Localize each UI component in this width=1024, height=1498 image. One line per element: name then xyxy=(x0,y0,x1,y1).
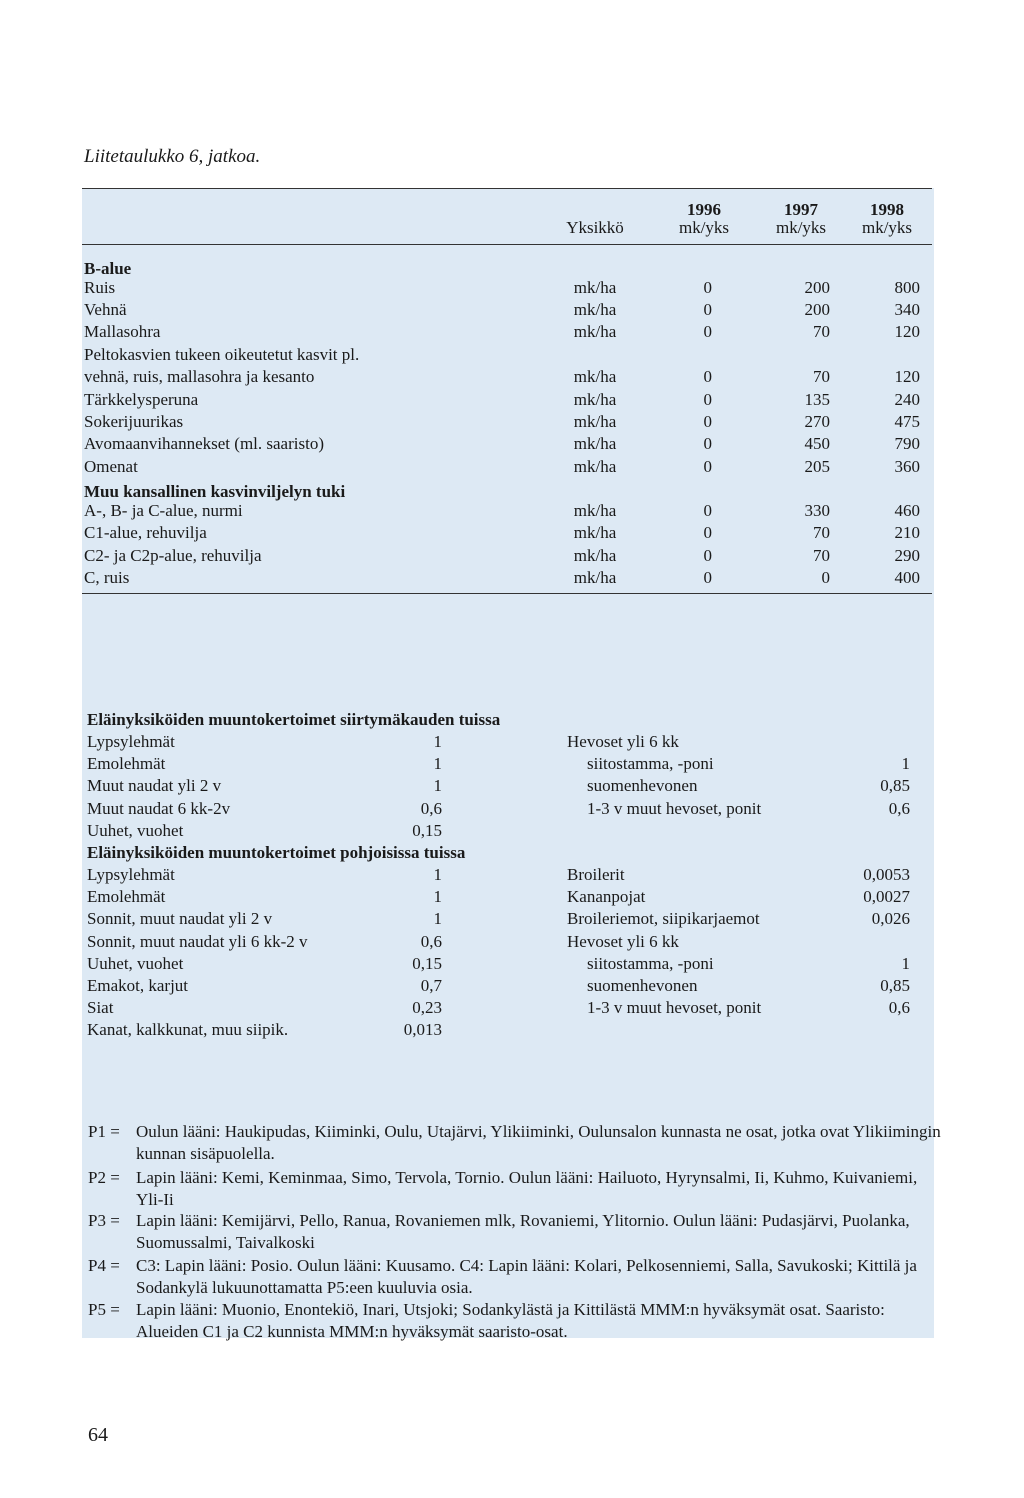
coef-label: siitostamma, -poni xyxy=(587,754,714,774)
cell-1996: 0 xyxy=(703,457,712,476)
coef-label: siitostamma, -poni xyxy=(587,953,714,973)
coef-label: Kanat, kalkkunat, muu siipik. xyxy=(87,1020,289,1040)
row-unit: mk/ha xyxy=(573,546,617,565)
coef-value: 1 xyxy=(433,732,442,751)
coef-value: 0,0053 xyxy=(863,865,910,884)
coef-value: 0,7 xyxy=(420,976,442,995)
cell-1998: 120 xyxy=(894,367,920,386)
row-unit: mk/ha xyxy=(573,434,617,453)
row-unit: mk/ha xyxy=(573,501,617,520)
coef-value: 0,013 xyxy=(403,1020,442,1040)
row-label: C, ruis xyxy=(84,568,130,587)
row-unit: mk/ha xyxy=(573,412,617,431)
coef-label: 1-3 v muut hevoset, ponit xyxy=(587,798,762,818)
row-unit: mk/ha xyxy=(573,278,617,297)
cell-1998: 120 xyxy=(894,322,920,341)
row-label: Sokerijuurikas xyxy=(84,412,184,431)
cell-1996: 0 xyxy=(703,523,712,542)
cell-1997: 450 xyxy=(804,434,830,453)
coef-value: 0,6 xyxy=(888,798,910,818)
row-label: Avomaanvihannekset (ml. saaristo) xyxy=(84,434,324,453)
cell-1996: 0 xyxy=(703,300,712,319)
year-1996-unit: mk/yks xyxy=(678,218,730,237)
cell-1997: 205 xyxy=(804,457,830,476)
cell-1997: 70 xyxy=(813,523,830,542)
cell-1998: 290 xyxy=(894,546,920,565)
footnote-key: P3 = xyxy=(88,1211,120,1230)
footnote-text: Lapin lääni: Muonio, Enontekiö, Inari, Utsjoki; Sodankylästä ja Kittilästä MMM:n hyväksymät osat. Saaristo: Alueiden C1 ja C2 kunnista MMM:n hyväksymät saaristo-osat. xyxy=(136,1300,885,1341)
cell-1998: 790 xyxy=(894,434,920,453)
header-rule xyxy=(82,244,932,245)
coef-value: 0,6 xyxy=(420,931,442,951)
coef-value: 0,85 xyxy=(880,976,910,995)
coef-label: Hevoset yli 6 kk xyxy=(567,931,679,951)
cell-1998: 400 xyxy=(894,568,920,587)
year-1998-unit: mk/yks xyxy=(861,218,913,237)
coef-value: 0,6 xyxy=(420,798,442,818)
coef-label: Hevoset yli 6 kk xyxy=(567,732,679,751)
row-label: Ruis xyxy=(84,278,116,297)
coef-value: 1 xyxy=(433,909,442,929)
coef-label: Kananpojat xyxy=(567,887,646,907)
table-caption: Liitetaulukko 6, jatkoa. xyxy=(84,146,261,167)
coef-label: Muut naudat yli 2 v xyxy=(87,776,222,796)
footnote-key: P4 = xyxy=(88,1256,120,1275)
coef-label: Emolehmät xyxy=(87,887,166,907)
cell-1997: 200 xyxy=(804,278,830,297)
year-1997-unit: mk/yks xyxy=(775,218,827,237)
coef-value: 1 xyxy=(433,887,442,907)
cell-1997: 70 xyxy=(813,367,830,386)
coef-value: 0,85 xyxy=(880,776,910,796)
row-unit: mk/ha xyxy=(573,457,617,476)
row-label: A-, B- ja C-alue, nurmi xyxy=(84,501,243,520)
cell-1996: 0 xyxy=(703,434,712,453)
cell-1998: 460 xyxy=(894,501,920,520)
coef-label: Uuhet, vuohet xyxy=(87,820,184,840)
page-number: 64 xyxy=(88,1424,108,1446)
year-1998-header: 1998 xyxy=(870,200,904,219)
cell-1996: 0 xyxy=(703,568,712,587)
coef-label: suomenhevonen xyxy=(587,976,698,995)
coef-value: 0,15 xyxy=(412,953,442,973)
coef-label: Emakot, karjut xyxy=(87,976,189,995)
cell-1998: 475 xyxy=(894,412,920,431)
row-unit: mk/ha xyxy=(573,300,617,319)
year-1996-header: 1996 xyxy=(687,200,721,219)
footnote-key: P5 = xyxy=(88,1300,120,1319)
cell-1998: 240 xyxy=(894,390,920,409)
coef-value: 0,0027 xyxy=(863,887,910,907)
cell-1996: 0 xyxy=(703,412,712,431)
row-unit: mk/ha xyxy=(573,322,617,341)
footnote xyxy=(88,1121,941,1165)
cell-1996: 0 xyxy=(703,322,712,341)
section-b-alue: B-alue xyxy=(84,259,132,278)
northern-heading: Eläinyksiköiden muuntokertoimet pohjoisissa tuissa xyxy=(87,843,466,862)
row-label: C2- ja C2p-alue, rehuvilja xyxy=(84,546,262,565)
coef-label: Siat xyxy=(87,998,114,1018)
cell-1997: 330 xyxy=(804,501,830,520)
row-label: Omenat xyxy=(84,457,138,476)
footnote-text: Oulun lääni: Haukipudas, Kiiminki, Oulu, Utajärvi, Ylikiiminki, Oulunsalon kunnasta ne osat, jotka ovat Ylikiimingin kunnan sisäpuolella. xyxy=(136,1122,941,1163)
row-label: Tärkkelysperuna xyxy=(84,390,199,409)
coef-label: Lypsylehmät xyxy=(87,865,175,884)
coef-label: Sonnit, muut naudat yli 2 v xyxy=(87,909,273,929)
footnote-text: Lapin lääni: Kemi, Keminmaa, Simo, Tervola, Tornio. Oulun lääni: Hailuoto, Hyrynsalmi, Ii, Kuhmo, Kuivaniemi, Yli-Ii xyxy=(136,1168,918,1209)
cell-1998: 210 xyxy=(894,523,920,542)
footnote-key: P2 = xyxy=(88,1168,120,1187)
coef-label: Broilerit xyxy=(567,865,625,884)
row-unit: mk/ha xyxy=(573,390,617,409)
cell-1997: 200 xyxy=(804,300,830,319)
row-unit: mk/ha xyxy=(573,523,617,542)
cell-1996: 0 xyxy=(703,278,712,297)
coef-value: 1 xyxy=(901,754,910,774)
footnote-text: C3: Lapin lääni: Posio. Oulun lääni: Kuusamo. C4: Lapin lääni: Kolari, Pelkosenniemi, Salla, Savukoski; Kittilä ja Sodankylä lukuunottamatta P5:een kuuluvia osia. xyxy=(136,1256,917,1297)
cell-1998: 340 xyxy=(894,300,920,319)
coef-label: Emolehmät xyxy=(87,754,166,774)
row-unit: mk/ha xyxy=(573,568,617,587)
cell-1997: 70 xyxy=(813,322,830,341)
cell-1996: 0 xyxy=(703,546,712,565)
cell-1997: 270 xyxy=(804,412,830,431)
footnote xyxy=(88,1255,938,1299)
coef-label: suomenhevonen xyxy=(587,776,698,796)
section-muu-tuki: Muu kansallinen kasvinviljelyn tuki xyxy=(84,482,346,501)
cell-1997: 70 xyxy=(813,546,830,565)
footnote-text: Lapin lääni: Kemijärvi, Pello, Ranua, Rovaniemen mlk, Rovaniemi, Ylitornio. Oulun lääni: Pudasjärvi, Puolanka, Suomussalmi, Taivalkoski xyxy=(136,1211,910,1252)
cell-1996: 0 xyxy=(703,390,712,409)
coef-value: 0,6 xyxy=(888,998,910,1018)
coef-label: Broileriemot, siipikarjaemot xyxy=(567,909,760,929)
top-rule xyxy=(82,188,932,189)
cell-1996: 0 xyxy=(703,367,712,386)
coef-value: 1 xyxy=(901,953,910,973)
table-bottom-rule xyxy=(82,593,932,594)
footnote xyxy=(88,1299,938,1343)
coef-value: 1 xyxy=(433,776,442,796)
year-1997-header: 1997 xyxy=(784,200,818,219)
footnote-key: P1 = xyxy=(88,1122,120,1141)
coef-value: 0,15 xyxy=(412,820,442,840)
cell-1997: 0 xyxy=(821,568,830,587)
footnote xyxy=(88,1167,938,1211)
coef-label: Lypsylehmät xyxy=(87,732,175,751)
unit-column-header: Yksikkö xyxy=(566,218,624,237)
row-label: Mallasohra xyxy=(84,322,161,341)
cell-1998: 800 xyxy=(894,278,920,297)
footnote xyxy=(88,1210,938,1254)
coef-value: 0,026 xyxy=(871,909,910,929)
coef-label: Muut naudat 6 kk-2v xyxy=(87,798,231,818)
cell-1997: 135 xyxy=(804,390,830,409)
coef-value: 0,23 xyxy=(412,998,442,1018)
coef-label: Sonnit, muut naudat yli 6 kk-2 v xyxy=(87,931,308,951)
coef-label: Uuhet, vuohet xyxy=(87,953,184,973)
row-label: vehnä, ruis, mallasohra ja kesanto xyxy=(84,367,315,386)
coef-label: 1-3 v muut hevoset, ponit xyxy=(587,998,762,1018)
cell-1996: 0 xyxy=(703,501,712,520)
transition-heading: Eläinyksiköiden muuntokertoimet siirtymäkauden tuissa xyxy=(87,710,501,729)
row-unit: mk/ha xyxy=(573,367,617,386)
coef-value: 1 xyxy=(433,865,442,884)
row-label: Vehnä xyxy=(84,300,127,319)
row-label: Peltokasvien tukeen oikeutetut kasvit pl. xyxy=(84,345,360,364)
cell-1998: 360 xyxy=(894,457,920,476)
coef-value: 1 xyxy=(433,754,442,774)
row-label: C1-alue, rehuvilja xyxy=(84,523,207,542)
